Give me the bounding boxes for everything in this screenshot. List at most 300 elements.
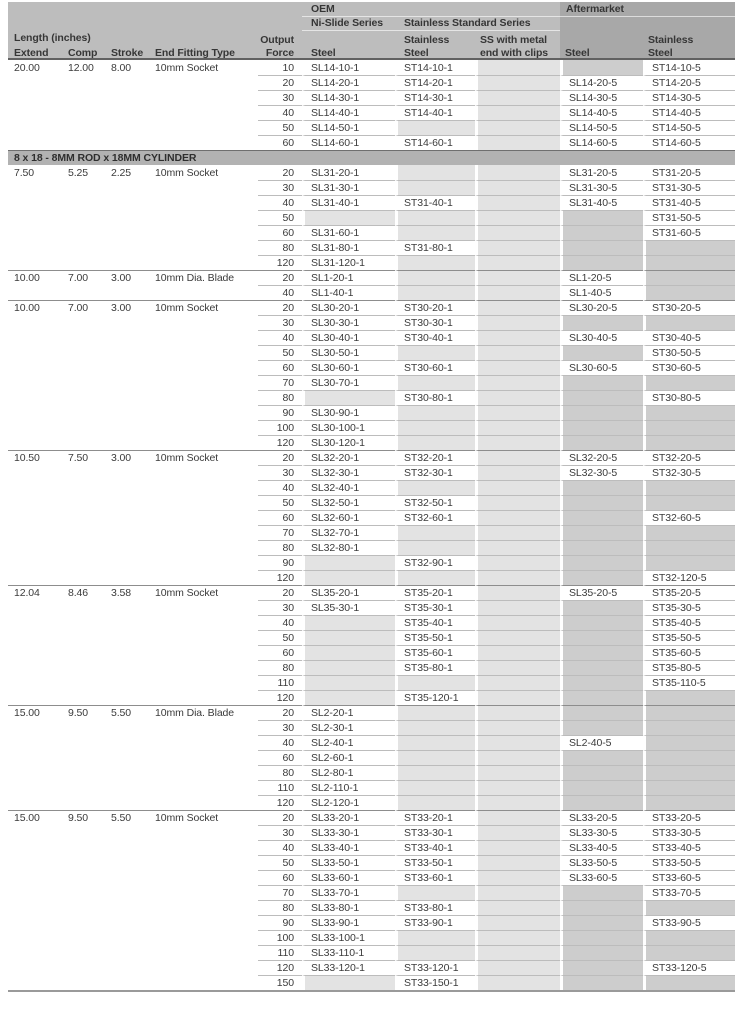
stroke-cell: 8.00 [105,60,152,75]
part-number-cell: ST30-20-5 [643,300,735,315]
fitting-cell [152,315,258,330]
part-number-cell: SL14-10-1 [302,60,395,75]
table-row [8,225,735,240]
part-number-cell [475,75,560,90]
part-number-cell: SL1-40-1 [302,285,395,300]
comp-cell [62,945,105,960]
part-number-cell: SL14-30-1 [302,90,395,105]
force-cell: 20 [258,270,302,285]
extend-cell [8,795,62,810]
table-row [8,780,735,795]
comp-cell: 7.50 [62,450,105,465]
part-number-cell [475,300,560,315]
part-number-cell: ST32-120-5 [643,570,735,585]
fitting-cell [152,75,258,90]
part-number-cell [475,375,560,390]
part-number-cell [475,285,560,300]
part-number-cell: ST35-40-1 [395,615,475,630]
part-number-cell [560,885,643,900]
stroke-cell [105,75,152,90]
table-row [8,135,735,150]
aftermarket-stainless-line2: Steel [648,47,673,59]
stroke-cell [105,885,152,900]
comp-cell [62,795,105,810]
part-number-cell [560,630,643,645]
comp-cell [62,345,105,360]
force-cell: 80 [258,660,302,675]
extend-column-header: Extend [14,47,49,59]
part-number-cell: ST35-20-1 [395,585,475,600]
stroke-cell [105,855,152,870]
force-cell: 150 [258,975,302,990]
fitting-cell [152,135,258,150]
extend-cell [8,945,62,960]
extend-cell [8,105,62,120]
part-number-cell: SL33-20-5 [560,810,643,825]
part-number-cell: ST33-120-5 [643,960,735,975]
comp-cell [62,825,105,840]
force-cell: 60 [258,135,302,150]
table-row [8,165,735,180]
part-number-cell [560,600,643,615]
table-row [8,510,735,525]
extend-cell [8,750,62,765]
stroke-cell [105,825,152,840]
part-number-cell: ST33-20-1 [395,810,475,825]
part-number-cell: SL32-80-1 [302,540,395,555]
part-number-cell: SL30-30-1 [302,315,395,330]
part-number-cell [643,420,735,435]
part-number-cell: SL33-40-1 [302,840,395,855]
table-row [8,90,735,105]
stroke-cell [105,495,152,510]
stroke-cell [105,660,152,675]
part-number-cell [643,735,735,750]
length-header-block [8,30,152,60]
part-number-cell [560,390,643,405]
table-row [8,240,735,255]
part-number-cell: SL32-20-5 [560,450,643,465]
fitting-cell [152,120,258,135]
stroke-cell [105,240,152,255]
part-number-cell: ST32-60-5 [643,510,735,525]
part-number-cell: ST14-30-5 [643,90,735,105]
part-number-cell [302,690,395,705]
oem-steel-column-header: Steel [311,47,336,59]
part-number-cell: ST31-30-5 [643,180,735,195]
part-number-cell [475,60,560,75]
part-number-cell: SL31-120-1 [302,255,395,270]
extend-cell [8,900,62,915]
force-cell: 120 [258,570,302,585]
part-number-cell [302,675,395,690]
comp-cell [62,120,105,135]
part-number-cell [395,570,475,585]
table-row [8,375,735,390]
stroke-cell [105,360,152,375]
comp-cell [62,480,105,495]
table-row [8,405,735,420]
stroke-cell [105,960,152,975]
part-number-cell [475,270,560,285]
part-number-cell [560,225,643,240]
stroke-cell [105,600,152,615]
part-number-cell [475,750,560,765]
part-number-cell: ST32-60-1 [395,510,475,525]
part-number-cell: SL14-30-5 [560,90,643,105]
extend-cell [8,255,62,270]
extend-cell [8,360,62,375]
table-row [8,630,735,645]
comp-cell [62,285,105,300]
part-number-cell [302,555,395,570]
extend-cell [8,780,62,795]
fitting-cell [152,405,258,420]
extend-cell [8,960,62,975]
extend-cell: 10.00 [8,300,62,315]
stroke-cell [105,210,152,225]
part-number-cell: SL30-60-1 [302,360,395,375]
part-number-cell: ST33-50-1 [395,855,475,870]
table-row [8,105,735,120]
table-row [8,705,735,720]
output-force-line2: Force [265,47,294,59]
part-number-cell [475,255,560,270]
part-number-cell: ST35-40-5 [643,615,735,630]
fitting-cell [152,825,258,840]
part-number-cell: SL33-120-1 [302,960,395,975]
part-number-cell [643,555,735,570]
part-number-cell [560,795,643,810]
part-number-cell [643,405,735,420]
fitting-cell [152,555,258,570]
table-row [8,480,735,495]
extend-cell [8,465,62,480]
comp-cell [62,420,105,435]
part-number-cell: ST14-60-5 [643,135,735,150]
fitting-cell [152,465,258,480]
table-row [8,660,735,675]
table-row [8,915,735,930]
table-row [8,525,735,540]
ss-metal-end-clips-column-header [475,34,560,60]
table-row [8,930,735,945]
part-number-cell [302,975,395,990]
force-cell: 70 [258,525,302,540]
part-number-cell: ST33-40-5 [643,840,735,855]
force-cell: 20 [258,165,302,180]
fitting-cell [152,285,258,300]
parts-table-rows [8,60,735,990]
part-number-cell: ST35-30-1 [395,600,475,615]
part-number-cell: SL30-20-1 [302,300,395,315]
part-number-cell [560,210,643,225]
force-cell: 20 [258,450,302,465]
oem-group-label: OEM [311,3,335,15]
end-fitting-type-column-header: End Fitting Type [155,47,235,59]
stroke-cell: 3.00 [105,270,152,285]
force-cell: 30 [258,465,302,480]
force-cell: 80 [258,390,302,405]
part-number-cell [643,780,735,795]
table-row [8,450,735,465]
parts-table [8,60,735,992]
extend-cell [8,855,62,870]
extend-cell [8,840,62,855]
comp-cell: 7.00 [62,270,105,285]
part-number-cell [475,180,560,195]
part-number-cell [475,765,560,780]
comp-cell: 5.25 [62,165,105,180]
part-number-cell [395,345,475,360]
part-number-cell [475,315,560,330]
table-row [8,645,735,660]
fitting-cell [152,330,258,345]
part-number-cell: SL31-30-5 [560,180,643,195]
part-number-cell [560,900,643,915]
table-row [8,360,735,375]
table-row [8,825,735,840]
ni-slide-series-label: Ni-Slide Series [311,17,384,29]
part-number-cell [560,615,643,630]
force-cell: 80 [258,540,302,555]
part-number-cell [475,360,560,375]
part-number-cell: ST30-40-1 [395,330,475,345]
fitting-cell [152,915,258,930]
catalog-page [8,2,735,992]
force-cell: 40 [258,330,302,345]
stroke-cell [105,420,152,435]
comp-cell [62,870,105,885]
extend-cell [8,570,62,585]
fitting-cell [152,855,258,870]
part-number-cell: ST35-30-5 [643,600,735,615]
part-number-cell [395,780,475,795]
force-cell: 30 [258,180,302,195]
extend-cell [8,630,62,645]
part-number-cell [475,585,560,600]
comp-cell [62,900,105,915]
part-number-cell [395,945,475,960]
part-number-cell: ST32-30-5 [643,465,735,480]
stroke-cell: 5.50 [105,810,152,825]
comp-cell [62,600,105,615]
part-number-cell [395,885,475,900]
fitting-cell [152,885,258,900]
part-number-cell [560,930,643,945]
comp-cell: 8.46 [62,585,105,600]
stroke-cell [105,120,152,135]
part-number-cell [643,480,735,495]
extend-cell [8,315,62,330]
part-number-cell [475,705,560,720]
comp-cell [62,855,105,870]
comp-cell [62,780,105,795]
stroke-cell [105,720,152,735]
part-number-cell [643,285,735,300]
stroke-cell [105,735,152,750]
extend-cell [8,690,62,705]
part-number-cell: ST35-120-1 [395,690,475,705]
part-number-cell: SL30-20-5 [560,300,643,315]
part-number-cell [643,720,735,735]
fitting-cell [152,795,258,810]
comp-cell [62,615,105,630]
part-number-cell: SL14-50-1 [302,120,395,135]
fitting-cell [152,195,258,210]
part-number-cell [475,885,560,900]
force-cell: 20 [258,705,302,720]
part-number-cell: SL31-40-1 [302,195,395,210]
force-cell: 40 [258,105,302,120]
part-number-cell [560,555,643,570]
part-number-cell: SL33-20-1 [302,810,395,825]
part-number-cell [560,60,643,75]
comp-cell [62,975,105,990]
part-number-cell [395,540,475,555]
section-header-label: 8 x 18 - 8MM ROD x 18MM CYLINDER [8,150,735,165]
force-cell: 30 [258,600,302,615]
part-number-cell: SL33-60-5 [560,870,643,885]
extend-cell [8,765,62,780]
comp-cell [62,645,105,660]
part-number-cell: SL30-90-1 [302,405,395,420]
part-number-cell: ST33-20-5 [643,810,735,825]
part-number-cell [475,345,560,360]
fitting-cell [152,780,258,795]
stroke-cell [105,840,152,855]
fitting-cell: 10mm Socket [152,300,258,315]
part-number-cell [643,930,735,945]
comp-cell [62,210,105,225]
fitting-cell [152,645,258,660]
table-row [8,540,735,555]
force-cell: 60 [258,870,302,885]
extend-cell: 15.00 [8,810,62,825]
part-number-cell: ST14-60-1 [395,135,475,150]
force-cell: 50 [258,630,302,645]
stroke-cell: 3.00 [105,450,152,465]
extend-cell: 10.50 [8,450,62,465]
table-row [8,60,735,75]
part-number-cell [475,90,560,105]
table-row [8,750,735,765]
table-row [8,840,735,855]
part-number-cell [560,660,643,675]
fitting-cell [152,540,258,555]
part-number-cell [475,390,560,405]
part-number-cell [475,105,560,120]
extend-cell: 20.00 [8,60,62,75]
comp-cell: 9.50 [62,810,105,825]
extend-cell [8,885,62,900]
table-row [8,270,735,285]
stainless-steel-column-header [395,34,475,60]
force-cell: 60 [258,645,302,660]
part-number-cell [475,735,560,750]
fitting-cell: 10mm Socket [152,60,258,75]
part-number-cell [475,645,560,660]
part-number-cell [560,255,643,270]
part-number-cell: ST35-110-5 [643,675,735,690]
force-cell: 50 [258,120,302,135]
extend-cell: 10.00 [8,270,62,285]
comp-cell [62,675,105,690]
part-number-cell [395,210,475,225]
table-row [8,945,735,960]
fitting-cell: 10mm Dia. Blade [152,705,258,720]
stroke-cell: 3.00 [105,300,152,315]
comp-cell [62,90,105,105]
part-number-cell [643,240,735,255]
part-number-cell [560,780,643,795]
part-number-cell: SL14-40-1 [302,105,395,120]
table-row [8,195,735,210]
stroke-cell: 3.58 [105,585,152,600]
comp-cell [62,960,105,975]
part-number-cell [643,690,735,705]
part-number-cell [395,705,475,720]
force-cell: 20 [258,585,302,600]
comp-cell [62,195,105,210]
part-number-cell: SL33-50-5 [560,855,643,870]
part-number-cell [475,240,560,255]
part-number-cell: ST33-50-5 [643,855,735,870]
force-cell: 50 [258,495,302,510]
part-number-cell [560,405,643,420]
table-row [8,180,735,195]
stroke-cell [105,510,152,525]
extend-cell [8,615,62,630]
part-number-cell [395,285,475,300]
stroke-cell [105,345,152,360]
part-number-cell: SL31-20-1 [302,165,395,180]
part-number-cell: ST33-90-1 [395,915,475,930]
part-number-cell [475,495,560,510]
part-number-cell [475,915,560,930]
force-cell: 40 [258,615,302,630]
part-number-cell [302,390,395,405]
part-number-cell [643,795,735,810]
table-row [8,675,735,690]
part-number-cell [560,975,643,990]
table-row [8,300,735,315]
extend-cell [8,735,62,750]
part-number-cell [475,555,560,570]
extend-cell [8,675,62,690]
part-number-cell [475,825,560,840]
stroke-cell [105,975,152,990]
stroke-cell [105,765,152,780]
part-number-cell: ST35-50-1 [395,630,475,645]
fitting-cell [152,945,258,960]
comp-cell [62,495,105,510]
comp-cell [62,435,105,450]
fitting-cell [152,975,258,990]
comp-cell [62,375,105,390]
table-row [8,885,735,900]
stainless-steel-line1: Stainless [404,34,450,46]
part-number-cell [475,570,560,585]
part-number-cell: ST32-20-1 [395,450,475,465]
extend-cell [8,510,62,525]
stroke-cell [105,630,152,645]
extend-cell [8,135,62,150]
part-number-cell [475,660,560,675]
extend-cell [8,330,62,345]
comp-cell [62,255,105,270]
fitting-cell [152,660,258,675]
